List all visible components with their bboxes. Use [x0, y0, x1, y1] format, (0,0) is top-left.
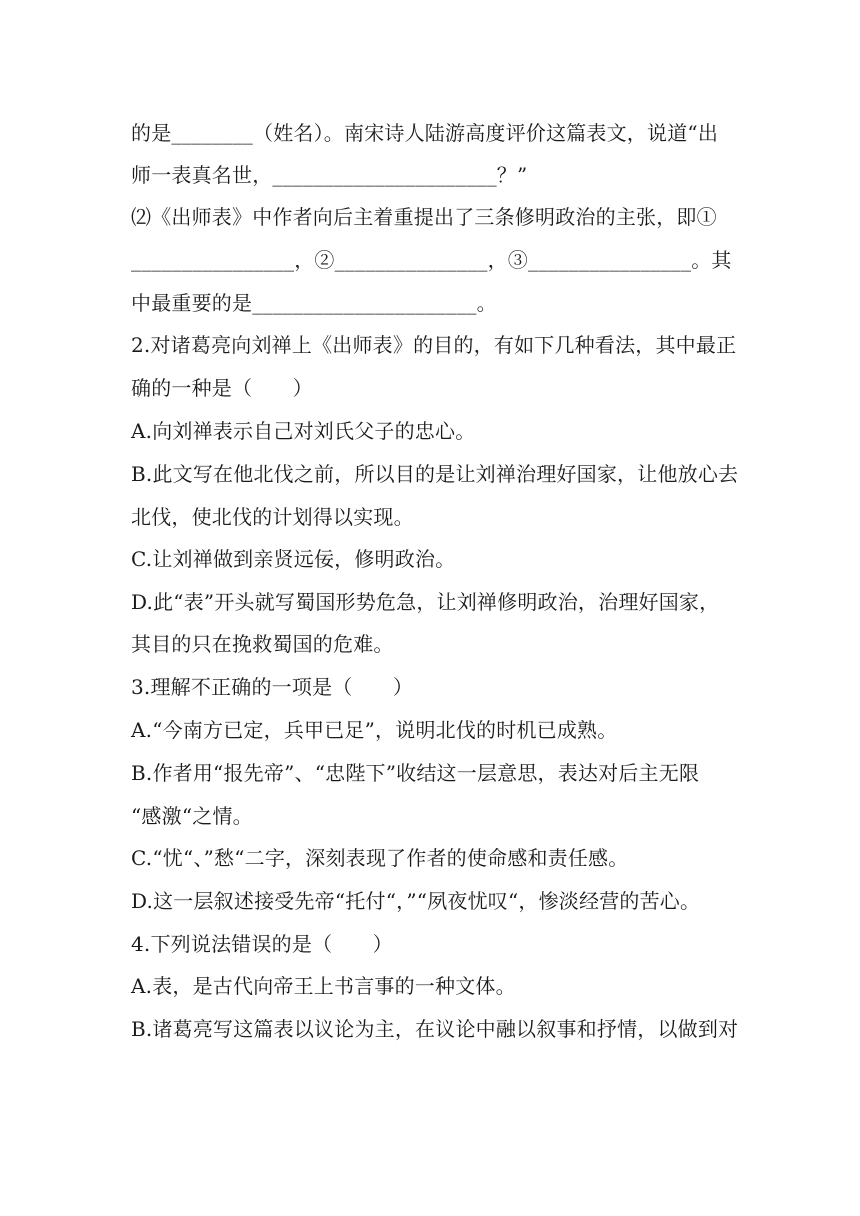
text-line: C.让刘禅做到亲贤远佞，修明政治。: [131, 547, 456, 571]
text-line: 4.下列说法错误的是（ ）: [131, 932, 393, 956]
text-line: 中最重要的是______________________。: [131, 291, 497, 315]
text-line: B.诸葛亮写这篇表以议论为主，在议论中融以叙事和抒情，以做到对: [131, 1017, 739, 1041]
text-line: A.“今南方已定，兵甲已足”，说明北伐的时机已成熟。: [131, 718, 618, 742]
text-line: 其目的只在挽救蜀国的危难。: [131, 632, 394, 656]
text-line: ________________，②_______________，③________________。其: [131, 248, 732, 272]
text-line: 的是________（姓名）。南宋诗人陆游高度评价这篇表文，说道“出: [131, 121, 719, 145]
text-line: 北伐，使北伐的计划得以实现。: [131, 505, 414, 529]
text-line: A.向刘禅表示自己对刘氏父子的忠心。: [131, 419, 476, 443]
text-line: 确的一种是（ ）: [131, 376, 313, 400]
text-line: B.作者用“报先帝”、“忠陛下”收结这一层意思，表达对后主无限: [131, 761, 700, 785]
text-line: B.此文写在他北伐之前，所以目的是让刘禅治理好国家，让他放心去: [131, 462, 739, 486]
text-line: “感激“之情。: [131, 804, 253, 828]
text-line: A.表，是古代向帝王上书言事的一种文体。: [131, 974, 516, 998]
text-line: 师一表真名世，______________________？”: [131, 163, 528, 187]
text-line: C.“忧“、”愁“二字，深刻表现了作者的使命感和责任感。: [131, 846, 629, 870]
text-line: D.这一层叙述接受先帝“托付“，”“夙夜忧叹“，惨淡经营的苦心。: [131, 889, 701, 913]
text-line: ⑵《出师表》中作者向后主着重提出了三条修明政治的主张，即①: [131, 205, 717, 229]
text-line: D.此“表”开头就写蜀国形势危急，让刘禅修明政治，治理好国家，: [131, 590, 720, 614]
text-line: 3.理解不正确的一项是（ ）: [131, 675, 414, 699]
text-line: 2.对诸葛亮向刘禅上《出师表》的目的，有如下几种看法，其中最正: [131, 333, 737, 357]
